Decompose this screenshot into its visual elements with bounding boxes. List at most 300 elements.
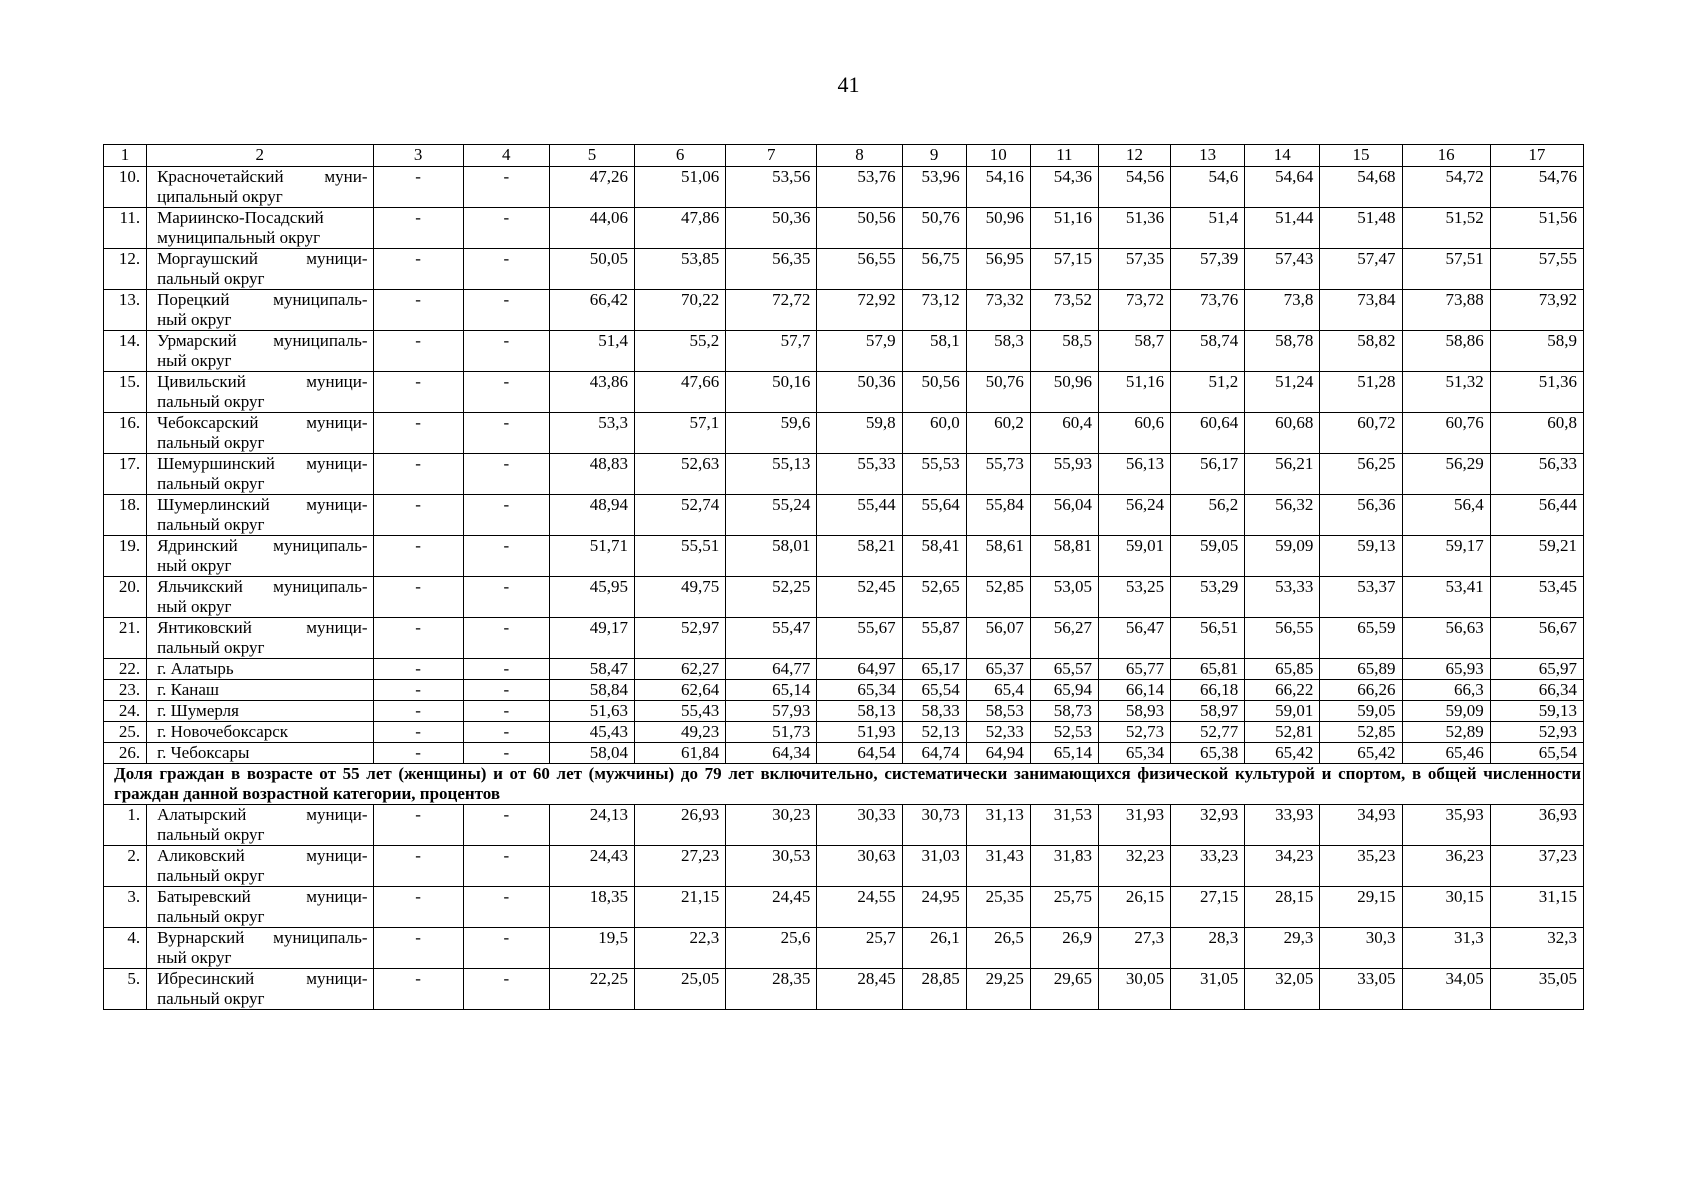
municipality-name [147,208,373,249]
table-row [104,969,1584,1010]
table-row [104,249,1584,290]
value-cell: 18,35 [549,887,634,928]
row-number: 26. [104,743,147,764]
value-cell: 53,45 [1490,577,1583,618]
value-cell: 32,05 [1245,969,1320,1010]
dash-cell: - [463,454,549,495]
value-cell: 51,44 [1245,208,1320,249]
name-line: пальный округ [157,433,265,452]
value-cell: 25,35 [966,887,1030,928]
value-cell: 58,04 [549,743,634,764]
value-cell: 73,76 [1171,290,1245,331]
value-cell: 73,12 [902,290,966,331]
value-cell: 24,45 [726,887,817,928]
header-row [104,145,1584,167]
value-cell: 73,88 [1402,290,1490,331]
value-cell: 51,48 [1320,208,1402,249]
dash-cell: - [463,701,549,722]
dash-cell: - [463,659,549,680]
value-cell: 28,15 [1245,887,1320,928]
name-line: Ядринский муниципаль- [157,536,368,555]
value-cell: 55,24 [726,495,817,536]
column-header: 15 [1320,145,1402,167]
name-line: ный округ [157,556,232,575]
value-cell: 56,95 [966,249,1030,290]
row-number: 13. [104,290,147,331]
row-number: 1. [104,805,147,846]
value-cell: 53,25 [1098,577,1170,618]
value-cell: 31,83 [1030,846,1098,887]
value-cell: 51,24 [1245,372,1320,413]
table-row [104,680,1584,701]
value-cell: 59,13 [1490,701,1583,722]
value-cell: 58,3 [966,331,1030,372]
value-cell: 66,22 [1245,680,1320,701]
value-cell: 73,84 [1320,290,1402,331]
value-cell: 55,13 [726,454,817,495]
value-cell: 24,43 [549,846,634,887]
value-cell: 34,93 [1320,805,1402,846]
value-cell: 55,47 [726,618,817,659]
value-cell: 65,93 [1402,659,1490,680]
value-cell: 57,7 [726,331,817,372]
value-cell: 30,23 [726,805,817,846]
value-cell: 56,27 [1030,618,1098,659]
dash-cell: - [463,743,549,764]
value-cell: 44,06 [549,208,634,249]
name-line: Моргаушский муници- [157,249,368,268]
dash-cell: - [463,413,549,454]
dash-cell: - [373,618,463,659]
value-cell: 27,23 [635,846,726,887]
value-cell: 26,1 [902,928,966,969]
value-cell: 52,77 [1171,722,1245,743]
table-row [104,887,1584,928]
column-header: 2 [147,145,373,167]
value-cell: 30,15 [1402,887,1490,928]
dash-cell: - [373,454,463,495]
value-cell: 55,2 [635,331,726,372]
value-cell: 58,97 [1171,701,1245,722]
value-cell: 53,56 [726,167,817,208]
value-cell: 65,54 [1490,743,1583,764]
value-cell: 52,93 [1490,722,1583,743]
value-cell: 31,53 [1030,805,1098,846]
section-title: Доля граждан в возрасте от 55 лет (женщины) и от 60 лет (мужчины) до 79 лет включительно, систематически занимающихся физической культурой и спортом, в общей численности граждан данной возрастной категории, процентов [104,764,1584,805]
value-cell: 35,23 [1320,846,1402,887]
table-row [104,536,1584,577]
value-cell: 59,01 [1245,701,1320,722]
value-cell: 57,47 [1320,249,1402,290]
value-cell: 53,85 [635,249,726,290]
value-cell: 58,73 [1030,701,1098,722]
name-line: ный округ [157,948,232,967]
dash-cell: - [463,887,549,928]
dash-cell: - [463,969,549,1010]
name-line: ный округ [157,597,232,616]
dash-cell: - [373,659,463,680]
name-line: Вурнарский муниципаль- [157,928,368,947]
value-cell: 65,17 [902,659,966,680]
value-cell: 26,93 [635,805,726,846]
value-cell: 56,13 [1098,454,1170,495]
value-cell: 56,36 [1320,495,1402,536]
municipality-name [147,536,373,577]
value-cell: 34,23 [1245,846,1320,887]
value-cell: 51,16 [1030,208,1098,249]
row-number: 2. [104,846,147,887]
municipality-name: г. Канаш [147,680,373,701]
value-cell: 66,42 [549,290,634,331]
value-cell: 30,53 [726,846,817,887]
value-cell: 28,85 [902,969,966,1010]
value-cell: 59,6 [726,413,817,454]
value-cell: 66,34 [1490,680,1583,701]
value-cell: 32,93 [1171,805,1245,846]
row-number: 12. [104,249,147,290]
value-cell: 54,56 [1098,167,1170,208]
value-cell: 29,15 [1320,887,1402,928]
value-cell: 31,93 [1098,805,1170,846]
value-cell: 24,13 [549,805,634,846]
column-header: 16 [1402,145,1490,167]
dash-cell: - [373,413,463,454]
value-cell: 56,2 [1171,495,1245,536]
value-cell: 66,18 [1171,680,1245,701]
section-row [104,764,1584,805]
value-cell: 59,05 [1320,701,1402,722]
row-number: 19. [104,536,147,577]
value-cell: 58,78 [1245,331,1320,372]
row-number: 5. [104,969,147,1010]
value-cell: 55,87 [902,618,966,659]
value-cell: 55,44 [817,495,902,536]
row-number: 22. [104,659,147,680]
value-cell: 60,0 [902,413,966,454]
value-cell: 28,3 [1171,928,1245,969]
value-cell: 58,01 [726,536,817,577]
value-cell: 55,53 [902,454,966,495]
table-row [104,722,1584,743]
name-line: Шумерлинский муници- [157,495,368,514]
value-cell: 51,52 [1402,208,1490,249]
dash-cell: - [463,249,549,290]
value-cell: 65,89 [1320,659,1402,680]
value-cell: 55,43 [635,701,726,722]
value-cell: 52,81 [1245,722,1320,743]
value-cell: 51,93 [817,722,902,743]
value-cell: 56,47 [1098,618,1170,659]
value-cell: 29,3 [1245,928,1320,969]
value-cell: 30,05 [1098,969,1170,1010]
value-cell: 58,86 [1402,331,1490,372]
value-cell: 51,36 [1490,372,1583,413]
value-cell: 51,71 [549,536,634,577]
value-cell: 64,34 [726,743,817,764]
page-number: 41 [837,72,860,97]
dash-cell: - [463,372,549,413]
table-row [104,495,1584,536]
name-line: Шемуршинский муници- [157,454,368,473]
value-cell: 58,7 [1098,331,1170,372]
value-cell: 56,44 [1490,495,1583,536]
column-header: 17 [1490,145,1583,167]
name-line: пальный округ [157,269,265,288]
value-cell: 59,01 [1098,536,1170,577]
municipality-name [147,413,373,454]
value-cell: 56,32 [1245,495,1320,536]
value-cell: 64,54 [817,743,902,764]
value-cell: 50,16 [726,372,817,413]
name-line: муниципальный округ [157,228,321,247]
name-line: пальный округ [157,907,265,926]
dash-cell: - [373,846,463,887]
dash-cell: - [373,372,463,413]
name-line: Порецкий муниципаль- [157,290,368,309]
dash-cell: - [373,208,463,249]
value-cell: 65,14 [1030,743,1098,764]
municipality-name [147,805,373,846]
table-row [104,805,1584,846]
dash-cell: - [373,331,463,372]
row-number: 14. [104,331,147,372]
value-cell: 31,43 [966,846,1030,887]
value-cell: 65,34 [1098,743,1170,764]
value-cell: 52,13 [902,722,966,743]
dash-cell: - [373,805,463,846]
value-cell: 65,77 [1098,659,1170,680]
value-cell: 70,22 [635,290,726,331]
name-line: Батыревский муници- [157,887,368,906]
column-header: 8 [817,145,902,167]
value-cell: 56,75 [902,249,966,290]
value-cell: 21,15 [635,887,726,928]
value-cell: 52,74 [635,495,726,536]
value-cell: 35,93 [1402,805,1490,846]
value-cell: 54,64 [1245,167,1320,208]
value-cell: 25,05 [635,969,726,1010]
value-cell: 54,16 [966,167,1030,208]
value-cell: 55,51 [635,536,726,577]
dash-cell: - [373,577,463,618]
column-header: 7 [726,145,817,167]
name-line: пальный округ [157,989,265,1008]
dash-cell: - [373,495,463,536]
value-cell: 58,93 [1098,701,1170,722]
dash-cell: - [373,722,463,743]
dash-cell: - [463,577,549,618]
value-cell: 35,05 [1490,969,1583,1010]
column-header: 4 [463,145,549,167]
name-line: ный округ [157,351,232,370]
value-cell: 57,1 [635,413,726,454]
table-row [104,618,1584,659]
value-cell: 56,33 [1490,454,1583,495]
value-cell: 59,05 [1171,536,1245,577]
dash-cell: - [373,290,463,331]
value-cell: 55,67 [817,618,902,659]
value-cell: 59,09 [1402,701,1490,722]
value-cell: 58,41 [902,536,966,577]
value-cell: 52,97 [635,618,726,659]
value-cell: 73,72 [1098,290,1170,331]
value-cell: 51,16 [1098,372,1170,413]
value-cell: 65,42 [1245,743,1320,764]
dash-cell: - [373,249,463,290]
dash-cell: - [373,743,463,764]
column-header: 12 [1098,145,1170,167]
value-cell: 54,6 [1171,167,1245,208]
column-header: 13 [1171,145,1245,167]
value-cell: 32,3 [1490,928,1583,969]
value-cell: 57,35 [1098,249,1170,290]
municipality-name: г. Новочебоксарск [147,722,373,743]
value-cell: 65,81 [1171,659,1245,680]
value-cell: 24,95 [902,887,966,928]
name-line: Алатырский муници- [157,805,368,824]
value-cell: 53,3 [549,413,634,454]
column-header: 9 [902,145,966,167]
value-cell: 56,17 [1171,454,1245,495]
value-cell: 52,85 [1320,722,1402,743]
row-number: 15. [104,372,147,413]
municipality-name [147,618,373,659]
value-cell: 50,56 [902,372,966,413]
value-cell: 54,76 [1490,167,1583,208]
value-cell: 65,42 [1320,743,1402,764]
value-cell: 59,09 [1245,536,1320,577]
dash-cell: - [463,167,549,208]
value-cell: 56,29 [1402,454,1490,495]
row-number: 23. [104,680,147,701]
value-cell: 73,8 [1245,290,1320,331]
dash-cell: - [373,969,463,1010]
row-number: 16. [104,413,147,454]
municipality-name [147,290,373,331]
value-cell: 65,94 [1030,680,1098,701]
value-cell: 50,96 [1030,372,1098,413]
municipality-name [147,846,373,887]
value-cell: 60,8 [1490,413,1583,454]
value-cell: 61,84 [635,743,726,764]
dash-cell: - [463,618,549,659]
value-cell: 73,52 [1030,290,1098,331]
value-cell: 43,86 [549,372,634,413]
value-cell: 55,33 [817,454,902,495]
dash-cell: - [373,928,463,969]
name-line: Ибресинский муници- [157,969,368,988]
name-line: пальный округ [157,515,265,534]
value-cell: 66,14 [1098,680,1170,701]
table-row [104,743,1584,764]
name-line: Яльчикский муниципаль- [157,577,368,596]
value-cell: 50,76 [902,208,966,249]
value-cell: 59,17 [1402,536,1490,577]
value-cell: 19,5 [549,928,634,969]
name-line: Урмарский муниципаль- [157,331,368,350]
value-cell: 65,14 [726,680,817,701]
value-cell: 57,15 [1030,249,1098,290]
column-header: 6 [635,145,726,167]
value-cell: 65,4 [966,680,1030,701]
value-cell: 59,8 [817,413,902,454]
value-cell: 58,53 [966,701,1030,722]
name-line: Чебоксарский муници- [157,413,368,432]
value-cell: 22,25 [549,969,634,1010]
data-table [103,144,1584,1010]
name-line: пальный округ [157,825,265,844]
value-cell: 30,73 [902,805,966,846]
value-cell: 48,94 [549,495,634,536]
value-cell: 27,15 [1171,887,1245,928]
dash-cell: - [463,536,549,577]
value-cell: 64,94 [966,743,1030,764]
value-cell: 26,9 [1030,928,1098,969]
value-cell: 56,04 [1030,495,1098,536]
municipality-name [147,577,373,618]
value-cell: 56,25 [1320,454,1402,495]
name-line: пальный округ [157,474,265,493]
value-cell: 72,92 [817,290,902,331]
table-body [104,145,1584,1010]
value-cell: 51,4 [1171,208,1245,249]
value-cell: 73,32 [966,290,1030,331]
value-cell: 47,86 [635,208,726,249]
column-header: 5 [549,145,634,167]
value-cell: 29,25 [966,969,1030,1010]
name-line: Мариинско-Посадский [157,208,324,227]
value-cell: 65,59 [1320,618,1402,659]
value-cell: 60,2 [966,413,1030,454]
value-cell: 59,13 [1320,536,1402,577]
value-cell: 52,33 [966,722,1030,743]
value-cell: 31,15 [1490,887,1583,928]
dash-cell: - [463,846,549,887]
value-cell: 57,9 [817,331,902,372]
value-cell: 51,36 [1098,208,1170,249]
value-cell: 55,93 [1030,454,1098,495]
value-cell: 26,15 [1098,887,1170,928]
value-cell: 28,35 [726,969,817,1010]
value-cell: 52,89 [1402,722,1490,743]
value-cell: 47,26 [549,167,634,208]
dash-cell: - [463,331,549,372]
table-row [104,331,1584,372]
value-cell: 32,23 [1098,846,1170,887]
row-number: 11. [104,208,147,249]
column-header: 10 [966,145,1030,167]
value-cell: 45,95 [549,577,634,618]
value-cell: 51,32 [1402,372,1490,413]
name-line: пальный округ [157,638,265,657]
value-cell: 58,47 [549,659,634,680]
value-cell: 51,06 [635,167,726,208]
table-row [104,372,1584,413]
value-cell: 60,4 [1030,413,1098,454]
value-cell: 27,3 [1098,928,1170,969]
name-line: Цивильский муници- [157,372,368,391]
value-cell: 31,13 [966,805,1030,846]
value-cell: 56,55 [1245,618,1320,659]
value-cell: 28,45 [817,969,902,1010]
value-cell: 64,74 [902,743,966,764]
table-row [104,290,1584,331]
value-cell: 52,85 [966,577,1030,618]
row-number: 4. [104,928,147,969]
value-cell: 51,4 [549,331,634,372]
value-cell: 55,73 [966,454,1030,495]
table-row [104,413,1584,454]
